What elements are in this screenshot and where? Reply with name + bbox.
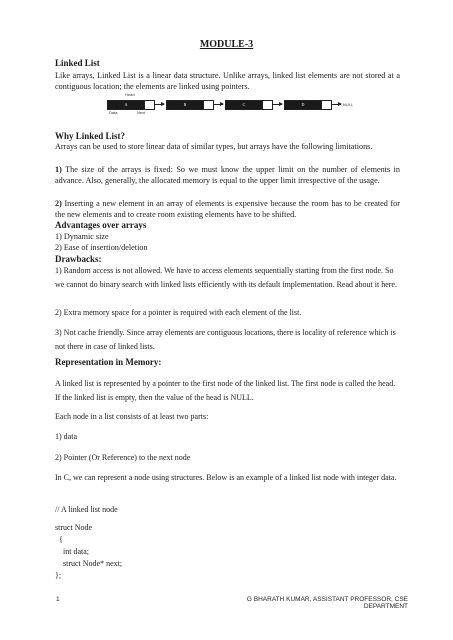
arrow-icon [154,104,164,105]
code-comment: // A linked list node [55,505,118,514]
representation-para-3: In C, we can represent a node using structures. Below is an example of a linked list node with integer data. [55,473,397,482]
point-text: The size of the arrays is fixed: So we must know the upper limit on the number of elements in advance. Also, generally, the allocated memory is equal to the upper limit irrespective of the usage. [55,165,400,185]
drawback-item-1: 1) Random access is not allowed. We have to access elements sequentially starting from the first node. So we cannot do binary search with linked lists efficiently with its default implementation. Read about it here. [55,266,397,289]
advantage-item: 1) Dynamic size [55,232,109,241]
part-item: 1) data [55,432,77,441]
arrow-icon [213,104,223,105]
footer-author: G BHARATH KUMAR, ASSISTANT PROFESSOR, CSE DEPARTMENT [246,596,408,610]
drawbacks-heading: Drawbacks: [55,254,102,264]
node-data: C [226,101,262,109]
point-number: 1) [55,165,62,174]
linked-list-body: Like arrays, Linked List is a linear data structure. Unlike arrays, linked list elements are not stored at a contiguous location; the elements are linked using pointers. [55,71,400,91]
next-label: Next [137,110,146,115]
node-data: B [167,101,203,109]
code-line: struct Node [55,523,93,532]
page-title: MODULE-3 [199,39,254,50]
node-data: D [285,101,321,109]
code-line: }; [55,571,62,580]
code-line: struct Node* next; [63,559,123,568]
null-label: NULL [343,102,354,107]
linked-list-heading: Linked List [55,58,100,68]
list-node [107,100,155,110]
representation-heading: Representation in Memory: [55,357,162,367]
why-intro: Arrays can be used to store linear data of similar types, but arrays have the following limitations. [55,142,373,151]
point-number: 2) [55,199,62,208]
linked-list-diagram [107,92,357,116]
code-line: { [59,535,63,544]
representation-para-2: Each node in a list consists of at least two parts: [55,412,209,421]
drawback-item-3: 3) Not cache friendly. Since array elements are contiguous locations, there is locality of reference which is not there in case of linked lists. [55,328,396,351]
drawback-item-2: 2) Extra memory space for a pointer is required with each element of the list. [55,308,302,317]
list-node [284,100,332,110]
representation-para-1: A linked list is represented by a pointer to the first node of the linked list. The first node is called the head. If the linked list is empty, then the value of the head is NULL. [55,379,396,402]
arrow-icon [272,104,282,105]
head-label: Head [125,92,135,97]
why-point-1 [55,164,400,186]
part-item: 2) Pointer (Or Reference) to the next node [55,453,191,462]
node-data: A [108,101,144,109]
why-point-2 [55,198,400,220]
advantages-heading: Advantages over arrays [55,220,147,230]
list-node [225,100,273,110]
code-line: int data; [63,547,89,556]
advantage-item: 2) Ease of insertion/deletion [55,243,148,252]
list-node [166,100,214,110]
arrow-icon [331,104,341,105]
point-text: Inserting a new element in an array of elements is expensive because the room has to be created for the new elements and to create room existing elements have to be shifted. [55,199,400,219]
page-number: 1 [56,596,60,603]
data-label: Data [109,110,118,115]
why-heading: Why Linked List? [55,131,126,141]
